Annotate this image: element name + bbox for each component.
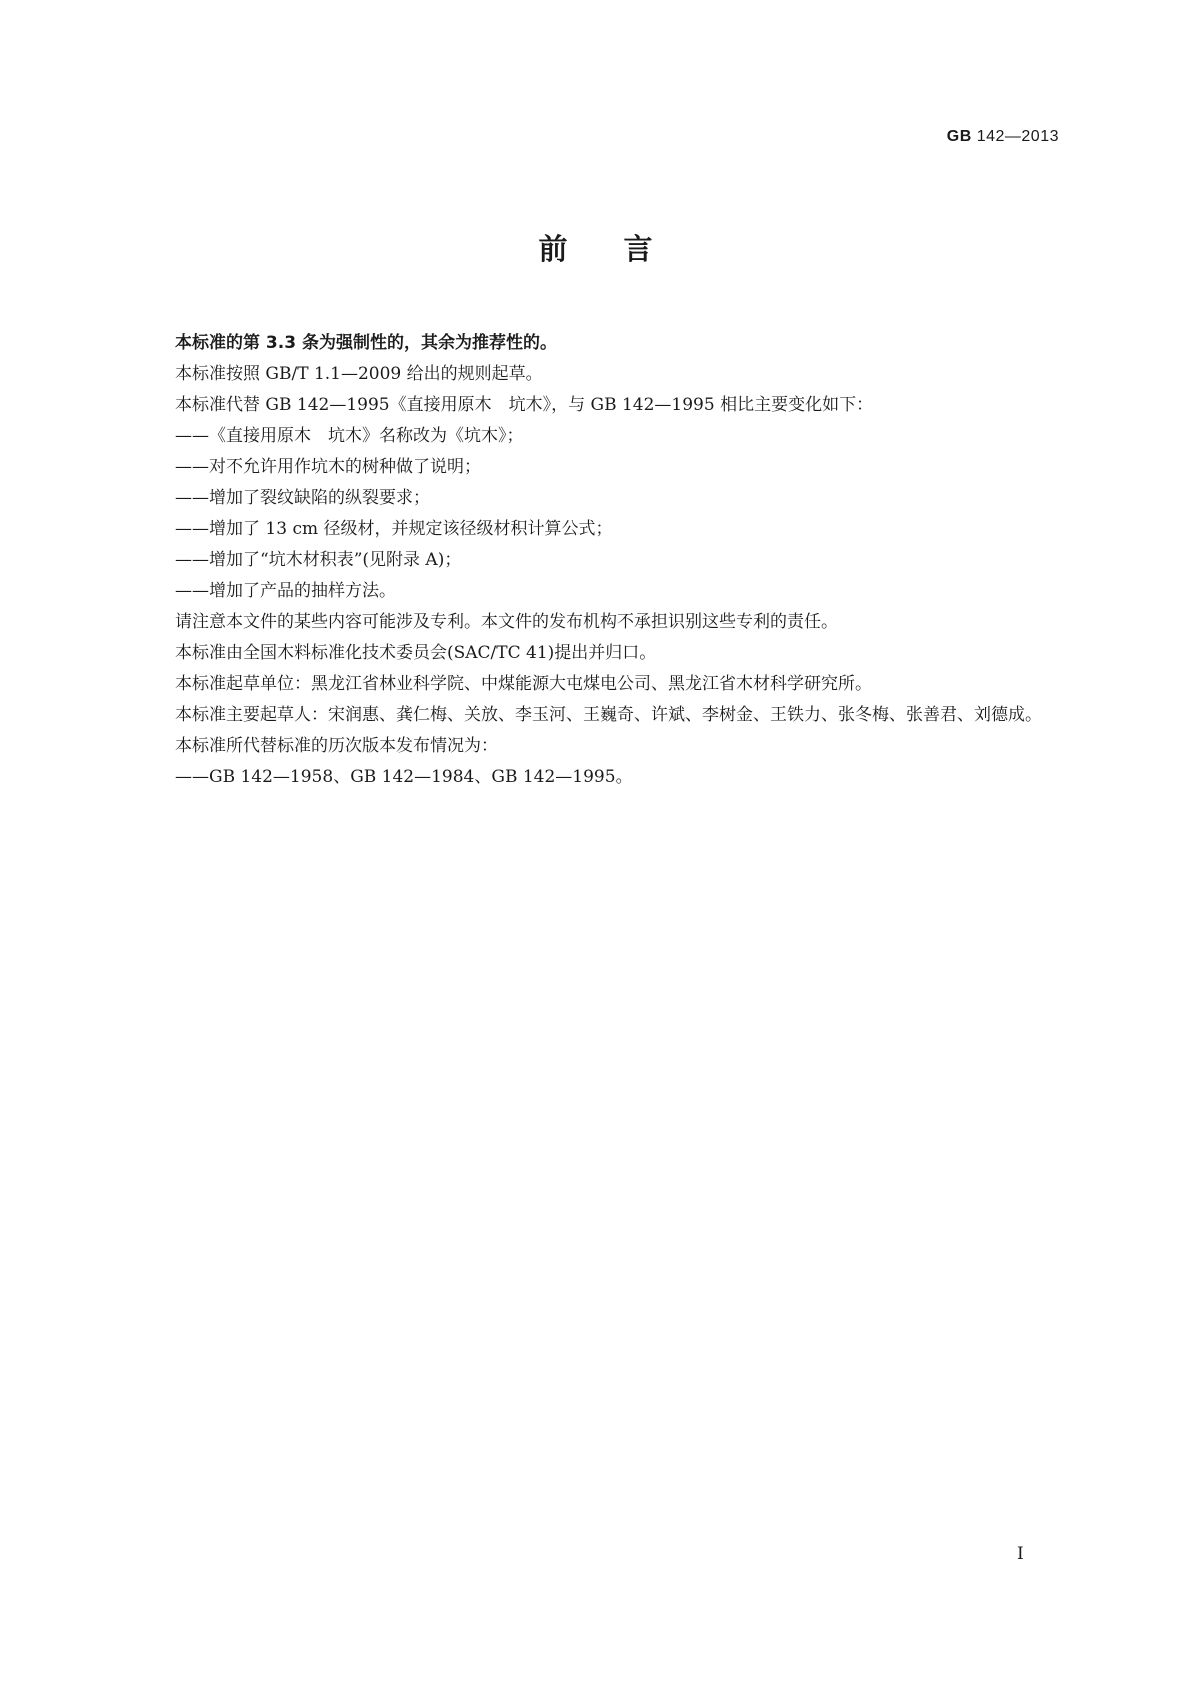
change-item: ——对不允许用作坑木的树种做了说明； — [175, 457, 481, 477]
history-intro-paragraph: 本标准所代替标准的历次版本发布情况为： — [175, 736, 498, 756]
change-item: ——增加了产品的抽样方法。 — [175, 581, 396, 601]
change-item: ——增加了裂纹缺陷的纵裂要求； — [175, 488, 430, 508]
drafting-rules-paragraph: 本标准按照 GB/T 1.1—2009 给出的规则起草。 — [175, 364, 543, 384]
replacement-paragraph: 本标准代替 GB 142—1995《直接用原木 坑木》，与 GB 142—1995 相比主要变化如下： — [175, 395, 874, 415]
proposer-paragraph: 本标准由全国木料标准化技术委员会(SAC/TC 41)提出并归口。 — [175, 643, 657, 663]
standard-year: 142—2013 — [971, 128, 1059, 145]
change-item: ——增加了“坑木材积表”(见附录 A)； — [175, 550, 462, 570]
page-number: I — [1017, 1544, 1024, 1564]
drafters-paragraph: 本标准主要起草人：宋润惠、龚仁梅、关放、李玉河、王巍奇、许斌、李树金、王铁力、张冬梅、张善君、刘德成。 — [175, 705, 1042, 725]
patent-notice-paragraph: 请注意本文件的某些内容可能涉及专利。本文件的发布机构不承担识别这些专利的责任。 — [175, 612, 838, 632]
mandatory-clause-paragraph: 本标准的第 3.3 条为强制性的，其余为推荐性的。 — [175, 333, 557, 353]
change-item: ——《直接用原木 坑木》名称改为《坑木》； — [175, 426, 524, 446]
foreword-body — [136, 328, 1086, 793]
page-title: 前言 — [538, 232, 709, 266]
drafting-units-paragraph: 本标准起草单位：黑龙江省林业科学院、中煤能源大屯煤电公司、黑龙江省木材科学研究所。 — [175, 674, 872, 694]
history-item: ——GB 142—1958、GB 142—1984、GB 142—1995。 — [175, 767, 633, 787]
change-item: ——增加了 13 cm 径级材，并规定该径级材积计算公式； — [175, 519, 613, 539]
standard-number — [947, 128, 1059, 146]
standard-prefix: GB — [946, 128, 972, 145]
